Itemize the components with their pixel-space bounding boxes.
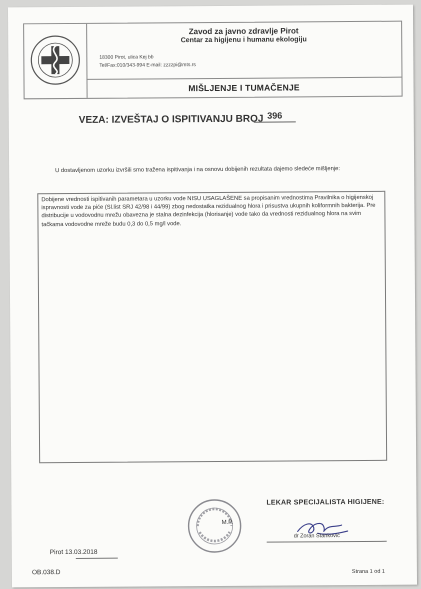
header-divider — [86, 77, 401, 80]
document-header — [23, 21, 403, 100]
organization-address: 18300 Pirot, ulica Kej bb — [99, 54, 154, 61]
stamp-label: M.P. — [221, 519, 234, 526]
place-and-date: Pirot 13.03.2018 — [49, 548, 98, 557]
form-code: OB.038.D — [31, 569, 61, 577]
signer-name: dr Zoran Stanković — [293, 533, 340, 540]
intro-paragraph: U dostavljenom uzorku izvršili smo tražena ispitivanja i na osnovu dobijenih rezultata dajemo sledeće mišljenje: — [55, 166, 340, 175]
document-page — [8, 5, 417, 588]
institute-logo — [24, 24, 88, 98]
signature-line — [267, 541, 387, 543]
report-number: 396 — [254, 110, 296, 122]
findings-text: Dobijene vrednosti ispitivanih parametara u uzorku vode NISU USAGLAŠENE sa propisanim vrednostima Pravilnika o higijenskoj ispravnosti vode za piće (Sl.list SRJ 42/98 i 44/99) zbog nedostatka rezidualnog hlora i prisustva ukupnih koliformnih bakterija. Pre distribucije u vodovodnu mrežu obavezna je stalna dezinfekcija (hlorisanje) vode tako da vrednosti rezidualnog hlora na svim tačkama vodovodne mreže budu 0,3 do 0,5 mg/l vode. — [41, 194, 376, 228]
organization-contact: Tel/Fax:010/343-994 E-mail: zzzzpi@mts.rs — [99, 62, 196, 69]
organization-name: Zavod za javno zdravlje Pirot — [188, 26, 299, 37]
official-stamp-icon — [183, 496, 245, 556]
date-underline — [76, 558, 118, 559]
subject-label: VEZA: IZVEŠTAJ O ISPITIVANJU BROJ — [78, 113, 264, 126]
page-number: Strana 1 od 1 — [351, 568, 385, 576]
institute-seal-icon — [29, 34, 81, 86]
document-type-title: MIŠLJENJE I TUMAČENJE — [188, 82, 300, 94]
organization-center: Centar za higijenu i humanu ekologiju — [180, 36, 307, 45]
findings-box — [37, 191, 387, 463]
signer-title: LEKAR SPECIJALISTA HIGIJENE: — [266, 498, 385, 507]
